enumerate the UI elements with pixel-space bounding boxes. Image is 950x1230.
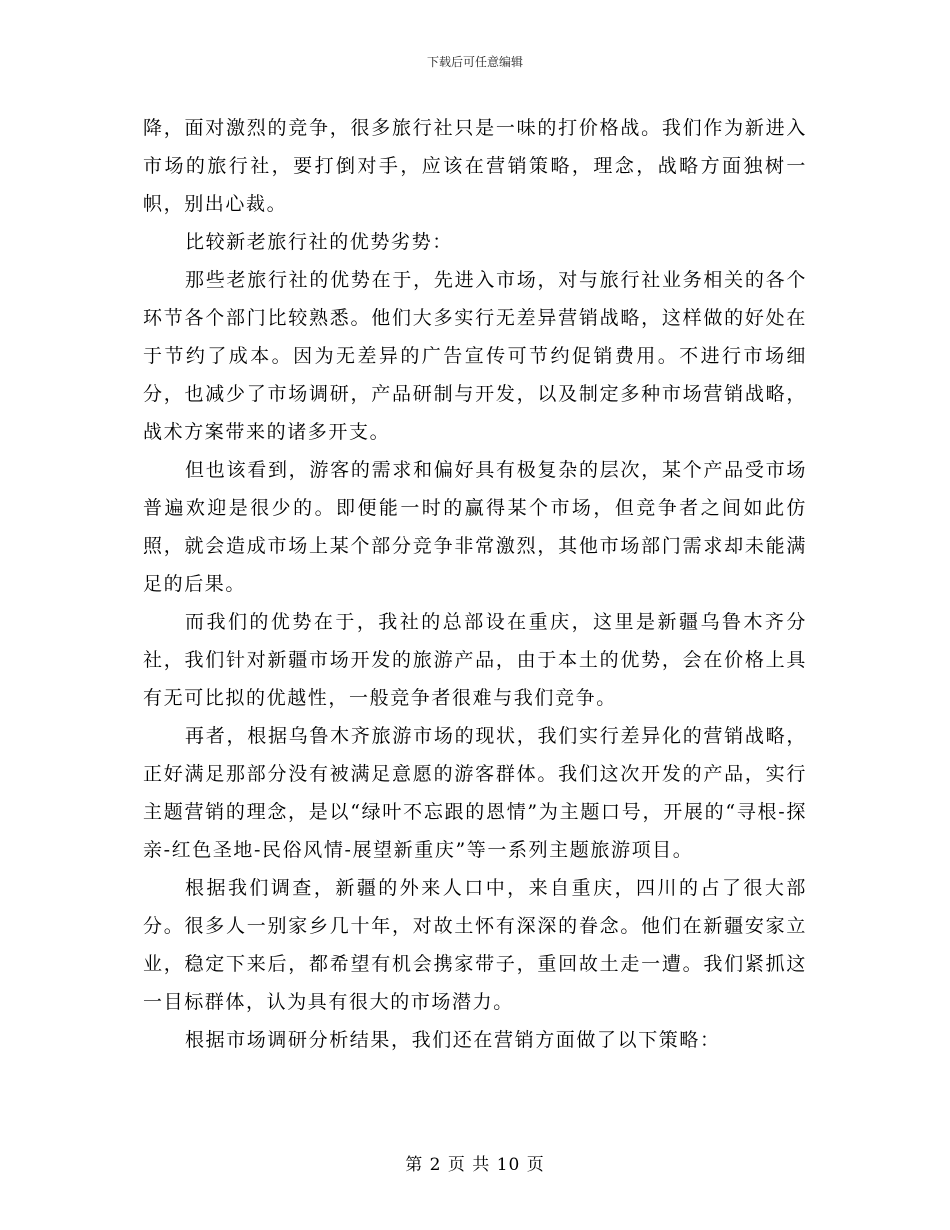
page-header: 下载后可任意编辑 bbox=[426, 55, 523, 69]
document-body bbox=[143, 109, 807, 1059]
paragraph-6: 再者，根据乌鲁木齐旅游市场的现状，我们实行差异化的营销战略，正好满足那部分没有被满足意愿的游客群体。我们这次开发的产品，实行主题营销的理念，是以“绿叶不忘跟的恩情”为主题口号，开展的“寻根-探亲-红色圣地-民俗风情-展望新重庆”等一系列主题旅游项目。 bbox=[143, 725, 807, 861]
paragraph-7: 根据我们调查，新疆的外来人口中，来自重庆，四川的占了很大部分。很多人一别家乡几十年，对故土怀有深深的眷念。他们在新疆安家立业，稳定下来后，都希望有机会携家带子，重回故土走一遭。我们紧抓这一目标群体，认为具有很大的市场潜力。 bbox=[143, 877, 807, 1013]
paragraph-2: 比较新老旅行社的优势劣势： bbox=[185, 231, 453, 253]
page-footer: 第 2 页 共 10 页 bbox=[405, 1155, 545, 1175]
paragraph-3: 那些老旅行社的优势在于，先进入市场，对与旅行社业务相关的各个环节各个部门比较熟悉。他们大多实行无差异营销战略，这样做的好处在于节约了成本。因为无差异的广告宣传可节约促销费用。不进行市场细分，也减少了市场调研，产品研制与开发，以及制定多种市场营销战略，战术方案带来的诸多开支。 bbox=[143, 269, 807, 443]
paragraph-4: 但也该看到，游客的需求和偏好具有极复杂的层次，某个产品受市场普遍欢迎是很少的。即便能一时的赢得某个市场，但竞争者之间如此仿照，就会造成市场上某个部分竞争非常激烈，其他市场部门需求却未能满足的后果。 bbox=[143, 459, 807, 595]
paragraph-5: 而我们的优势在于，我社的总部设在重庆，这里是新疆乌鲁木齐分社，我们针对新疆市场开发的旅游产品，由于本土的优势，会在价格上具有无可比拟的优越性，一般竞争者很难与我们竞争。 bbox=[143, 611, 807, 709]
paragraph-8: 根据市场调研分析结果，我们还在营销方面做了以下策略： bbox=[185, 1029, 721, 1051]
paragraph-1: 降，面对激烈的竞争，很多旅行社只是一味的打价格战。我们作为新进入市场的旅行社，要打倒对手，应该在营销策略，理念，战略方面独树一帜，别出心裁。 bbox=[143, 117, 807, 215]
